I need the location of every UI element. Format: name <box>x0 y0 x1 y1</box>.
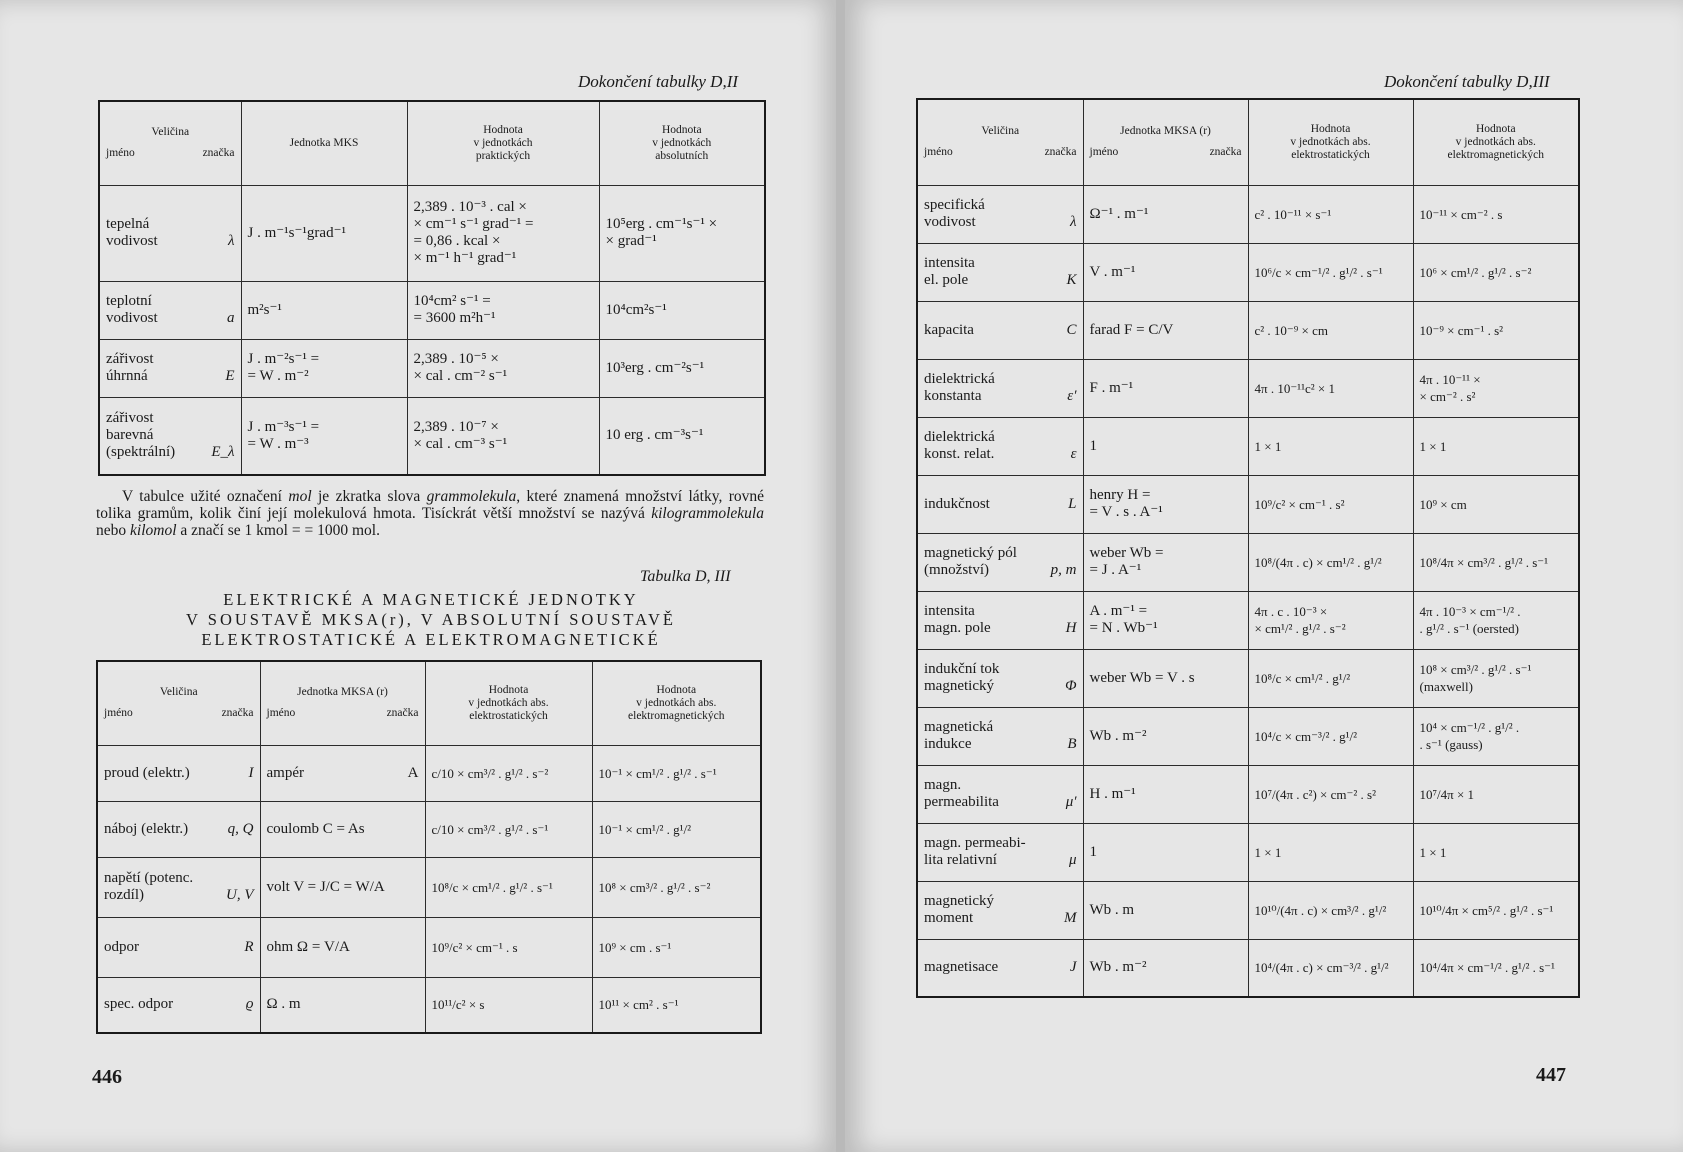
row-name: magnetický moment <box>924 893 994 926</box>
row-name: dielektrická konst. relat. <box>924 429 995 462</box>
row-name: zářivost úhrnná <box>106 351 154 384</box>
table-row <box>99 339 765 397</box>
header-value-em: Hodnota v jednotkách abs. elektromagnetických <box>1413 99 1579 185</box>
row-unit: 1 <box>1083 823 1248 881</box>
table-row <box>917 301 1579 359</box>
row-unit: m²s⁻¹ <box>241 281 407 339</box>
table-row <box>97 745 761 801</box>
row-symbol: R <box>244 938 254 955</box>
row-name: proud (elektr.) <box>104 764 190 781</box>
para-emph: grammolekula <box>426 488 517 505</box>
table-row <box>97 977 761 1033</box>
table-row <box>917 417 1579 475</box>
header-value-em: Hodnota v jednotkách abs. elektromagnetických <box>592 661 761 745</box>
row-em: 10⁶ × cm¹/² . g¹/² . s⁻² <box>1413 243 1579 301</box>
row-es: 10¹⁰/(4π . c) × cm³/² . g¹/² <box>1248 881 1413 939</box>
row-name: intensita el. pole <box>924 255 975 288</box>
row-symbol: ϱ <box>245 996 254 1013</box>
header-symbol: značka <box>202 147 235 160</box>
row-name: odpor <box>104 938 139 955</box>
row-symbol: p, m <box>1050 562 1077 578</box>
left-running-head: Dokončení tabulky D,II <box>578 72 739 91</box>
row-symbol: I <box>248 764 254 781</box>
row-symbol: E <box>225 368 235 384</box>
row-es: 10¹¹/c² × s <box>425 977 592 1033</box>
row-name: intensita magn. pole <box>924 603 991 636</box>
header-name: jméno <box>106 147 135 160</box>
row-em: 10⁻¹ × cm¹/² . g¹/² . s⁻¹ <box>592 745 761 801</box>
row-unit: farad F = C/V <box>1083 301 1248 359</box>
row-unit: Wb . m <box>1083 881 1248 939</box>
row-unit-name: Ω . m <box>266 996 301 1013</box>
header-unit-name: jméno <box>266 707 296 720</box>
table-row <box>917 359 1579 417</box>
header-quantity-label: Veličina <box>151 126 190 139</box>
header-value-absolute: Hodnota v jednotkách absolutních <box>599 101 765 185</box>
row-practical: 2,389 . 10⁻³ . cal × × cm⁻¹ s⁻¹ grad⁻¹ = = 0,86 . kcal × × m⁻¹ h⁻¹ grad⁻¹ <box>407 185 599 281</box>
para-text: nebo <box>96 522 131 539</box>
row-em: 10¹⁰/4π × cm⁵/² . g¹/² . s⁻¹ <box>1413 881 1579 939</box>
row-symbol: M <box>1064 910 1077 926</box>
table-d3-title <box>98 590 764 650</box>
row-name: magnetický pól (množství) <box>924 545 1017 578</box>
row-symbol: U, V <box>226 887 254 903</box>
table-row <box>99 397 765 475</box>
row-unit: Wb . m⁻² <box>1083 707 1248 765</box>
row-name: kapacita <box>924 321 974 338</box>
table-row <box>917 823 1579 881</box>
para-text: a značí se 1 kmol = = 1000 mol. <box>176 522 380 539</box>
header-unit-label: Jednotka MKSA (r) <box>297 686 388 699</box>
row-unit: J . m⁻¹s⁻¹grad⁻¹ <box>241 185 407 281</box>
left-page-number: 446 <box>92 1066 122 1088</box>
row-unit-name: ohm Ω = V/A <box>266 938 350 955</box>
row-em: 10⁸ × cm³/² . g¹/² . s⁻¹ (maxwell) <box>1413 649 1579 707</box>
row-symbol: Φ <box>1065 678 1077 694</box>
row-em: 10⁻⁹ × cm⁻¹ . s² <box>1413 301 1579 359</box>
row-em: 10⁸/4π × cm³/² . g¹/² . s⁻¹ <box>1413 533 1579 591</box>
row-absolute: 10³erg . cm⁻²s⁻¹ <box>599 339 765 397</box>
row-em: 10⁹ × cm <box>1413 475 1579 533</box>
row-symbol: μ <box>1068 852 1077 868</box>
header-unit-mksa <box>260 661 425 745</box>
row-es: 10⁸/c × cm¹/² . g¹/² . s⁻¹ <box>425 857 592 917</box>
title-line: ELEKTROSTATICKÉ A ELEKTROMAGNETICKÉ <box>201 630 661 649</box>
header-unit-mks: Jednotka MKS <box>241 101 407 185</box>
row-em: 10⁹ × cm . s⁻¹ <box>592 917 761 977</box>
table-d3-header <box>97 661 761 745</box>
header-unit-symbol: značka <box>1209 146 1242 159</box>
row-es: 10⁸/(4π . c) × cm¹/² . g¹/² <box>1248 533 1413 591</box>
table-row <box>99 185 765 281</box>
table-row <box>917 533 1579 591</box>
header-symbol: značka <box>221 707 254 720</box>
row-absolute: 10 erg . cm⁻³s⁻¹ <box>599 397 765 475</box>
row-practical: 10⁴cm² s⁻¹ = = 3600 m²h⁻¹ <box>407 281 599 339</box>
para-emph: kilomol <box>130 522 177 539</box>
row-es: 4π . c . 10⁻³ × × cm¹/² . g¹/² . s⁻² <box>1248 591 1413 649</box>
row-unit-symbol: A <box>407 764 419 781</box>
right-page-number: 447 <box>1536 1064 1566 1086</box>
row-es: c² . 10⁻¹¹ × s⁻¹ <box>1248 185 1413 243</box>
header-unit-symbol: značka <box>386 707 419 720</box>
row-name: dielektrická konstanta <box>924 371 995 404</box>
row-name: magn. permeabilita <box>924 777 999 810</box>
row-em: 10⁻¹¹ × cm⁻² . s <box>1413 185 1579 243</box>
table-row <box>97 917 761 977</box>
row-symbol: B <box>1067 736 1077 752</box>
header-value-es: Hodnota v jednotkách abs. elektrostatických <box>425 661 592 745</box>
row-em: 10⁴/4π × cm⁻¹/² . g¹/² . s⁻¹ <box>1413 939 1579 997</box>
row-unit-name: volt V = J/C = W/A <box>266 878 385 895</box>
row-em: 10⁸ × cm³/² . g¹/² . s⁻² <box>592 857 761 917</box>
row-unit: 1 <box>1083 417 1248 475</box>
row-unit: Ω⁻¹ . m⁻¹ <box>1083 185 1248 243</box>
row-symbol: K <box>1066 272 1077 288</box>
table-d2 <box>98 100 766 476</box>
row-name: specifická vodivost <box>924 197 985 230</box>
table-row <box>917 243 1579 301</box>
row-unit: F . m⁻¹ <box>1083 359 1248 417</box>
table-row <box>917 185 1579 243</box>
header-quantity-label: Veličina <box>159 686 198 699</box>
table-row <box>97 801 761 857</box>
table-row <box>97 857 761 917</box>
para-text: je zkratka slova <box>311 488 427 505</box>
row-es: 1 × 1 <box>1248 417 1413 475</box>
table-d2-header <box>99 101 765 185</box>
row-symbol: ε′ <box>1067 388 1077 404</box>
row-em: 4π . 10⁻³ × cm⁻¹/² . . g¹/² . s⁻¹ (oersted) <box>1413 591 1579 649</box>
table-d3 <box>96 660 762 1034</box>
row-name: náboj (elektr.) <box>104 820 189 837</box>
row-unit: Wb . m⁻² <box>1083 939 1248 997</box>
row-es: 10⁸/c × cm¹/² . g¹/² <box>1248 649 1413 707</box>
header-quantity <box>97 661 260 745</box>
row-es: 10⁴/(4π . c) × cm⁻³/² . g¹/² <box>1248 939 1413 997</box>
row-em: 10¹¹ × cm² . s⁻¹ <box>592 977 761 1033</box>
right-running-head: Dokončení tabulky D,III <box>1384 72 1550 91</box>
table-row <box>917 939 1579 997</box>
mol-paragraph <box>96 488 764 539</box>
row-es: 10⁹/c² × cm⁻¹ . s <box>425 917 592 977</box>
row-es: 10⁴/c × cm⁻³/² . g¹/² <box>1248 707 1413 765</box>
row-absolute: 10⁴cm²s⁻¹ <box>599 281 765 339</box>
table-row <box>917 649 1579 707</box>
row-unit-name: coulomb C = As <box>266 820 365 837</box>
table-d3-label: Tabulka D, III <box>640 568 731 585</box>
row-es: 10⁷/(4π . c²) × cm⁻² . s² <box>1248 765 1413 823</box>
row-unit-name: ampér <box>266 764 304 781</box>
table-row <box>917 475 1579 533</box>
row-unit: A . m⁻¹ = = N . Wb⁻¹ <box>1083 591 1248 649</box>
row-name: magnetická indukce <box>924 719 994 752</box>
header-name: jméno <box>924 146 953 159</box>
row-es: 10⁶/c × cm⁻¹/² . g¹/² . s⁻¹ <box>1248 243 1413 301</box>
row-em: 10⁷/4π × 1 <box>1413 765 1579 823</box>
row-name: indukčnost <box>924 495 990 512</box>
row-symbol: λ <box>1070 214 1077 230</box>
row-name: tepelná vodivost <box>106 216 158 249</box>
header-symbol: značka <box>1044 146 1077 159</box>
row-unit: V . m⁻¹ <box>1083 243 1248 301</box>
title-line: ELEKTRICKÉ A MAGNETICKÉ JEDNOTKY <box>223 590 639 609</box>
row-symbol: H <box>1065 620 1077 636</box>
row-unit: weber Wb = V . s <box>1083 649 1248 707</box>
row-symbol: L <box>1068 495 1077 512</box>
row-name: teplotní vodivost <box>106 293 158 326</box>
row-name: zářivost barevná (spektrální) <box>106 410 176 461</box>
row-em: 1 × 1 <box>1413 417 1579 475</box>
table-row <box>99 281 765 339</box>
row-es: 4π . 10⁻¹¹c² × 1 <box>1248 359 1413 417</box>
header-unit-mksa <box>1083 99 1248 185</box>
header-quantity-label: Veličina <box>981 125 1020 138</box>
row-symbol: J <box>1069 959 1077 976</box>
row-unit: H . m⁻¹ <box>1083 765 1248 823</box>
header-name: jméno <box>104 707 133 720</box>
title-line: V SOUSTAVĚ MKSA(r), V ABSOLUTNÍ SOUSTAVĚ <box>186 610 676 629</box>
row-em: 10⁴ × cm⁻¹/² . g¹/² . . s⁻¹ (gauss) <box>1413 707 1579 765</box>
header-unit-label: Jednotka MKSA (r) <box>1120 125 1211 138</box>
row-symbol: μ′ <box>1065 794 1077 810</box>
row-unit: J . m⁻²s⁻¹ = = W . m⁻² <box>241 339 407 397</box>
row-es: c/10 × cm³/² . g¹/² . s⁻² <box>425 745 592 801</box>
row-symbol: λ <box>228 233 235 249</box>
header-value-es: Hodnota v jednotkách abs. elektrostatických <box>1248 99 1413 185</box>
row-em: 1 × 1 <box>1413 823 1579 881</box>
header-quantity <box>99 101 241 185</box>
table-row <box>917 881 1579 939</box>
para-emph: kilogrammolekula <box>651 505 764 522</box>
row-es: c/10 × cm³/² . g¹/² . s⁻¹ <box>425 801 592 857</box>
para-emph: mol <box>288 488 312 505</box>
row-name: magnetisace <box>924 959 999 976</box>
header-unit-name: jméno <box>1089 146 1119 159</box>
row-symbol: a <box>227 310 235 326</box>
row-unit: henry H = = V . s . A⁻¹ <box>1083 475 1248 533</box>
row-em: 10⁻¹ × cm¹/² . g¹/² <box>592 801 761 857</box>
row-name: indukční tok magnetický <box>924 661 1000 694</box>
row-name: spec. odpor <box>104 996 174 1013</box>
row-symbol: E_λ <box>211 444 235 461</box>
header-value-practical: Hodnota v jednotkách praktických <box>407 101 599 185</box>
row-absolute: 10⁵erg . cm⁻¹s⁻¹ × × grad⁻¹ <box>599 185 765 281</box>
table-d3-continued <box>916 98 1580 998</box>
table-row <box>917 765 1579 823</box>
para-text: , které znamená množství látky, rovné tolika gramům, kolik činí její molekulová hmota. Tisíckrát větší množství se nazývá <box>96 488 764 522</box>
row-es: 10⁹/c² × cm⁻¹ . s² <box>1248 475 1413 533</box>
table-row <box>917 591 1579 649</box>
row-practical: 2,389 . 10⁻⁷ × × cal . cm⁻³ s⁻¹ <box>407 397 599 475</box>
row-es: 1 × 1 <box>1248 823 1413 881</box>
row-symbol: C <box>1066 321 1077 338</box>
header-quantity <box>917 99 1083 185</box>
table-row <box>917 707 1579 765</box>
row-symbol: ε <box>1070 446 1077 462</box>
row-symbol: q, Q <box>227 820 254 837</box>
row-unit: J . m⁻³s⁻¹ = = W . m⁻³ <box>241 397 407 475</box>
row-practical: 2,389 . 10⁻⁵ × × cal . cm⁻² s⁻¹ <box>407 339 599 397</box>
row-em: 4π . 10⁻¹¹ × × cm⁻² . s² <box>1413 359 1579 417</box>
para-text: V tabulce užité označení <box>122 488 289 505</box>
row-name: napětí (potenc. rozdíl) <box>104 870 194 903</box>
row-es: c² . 10⁻⁹ × cm <box>1248 301 1413 359</box>
table-d3-continued-header <box>917 99 1579 185</box>
row-unit: weber Wb = = J . A⁻¹ <box>1083 533 1248 591</box>
row-name: magn. permeabi- lita relativní <box>924 835 1026 868</box>
